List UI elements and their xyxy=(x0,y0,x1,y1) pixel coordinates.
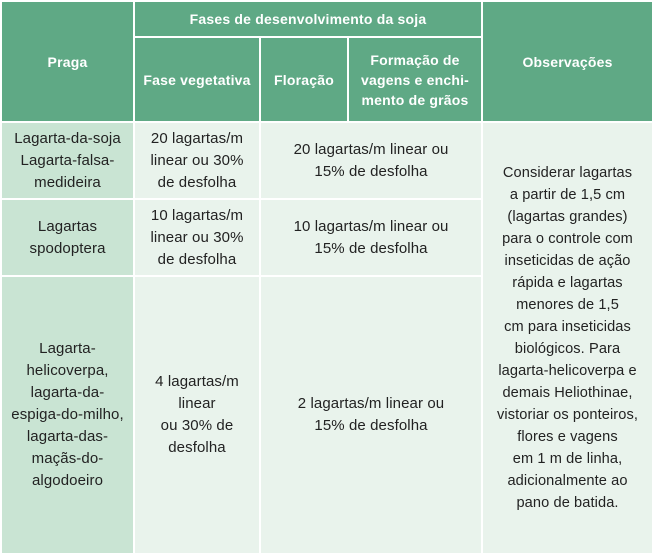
header-formacao-line: Formação de xyxy=(370,51,460,68)
observacoes-line: para o controle com xyxy=(502,231,633,247)
header-formacao xyxy=(348,37,482,122)
observacoes-line: adicionalmente ao xyxy=(507,473,628,489)
observacoes-line: vistoriar os ponteiros, xyxy=(497,407,639,423)
table-row xyxy=(1,122,653,199)
praga-line: maçãs-do- xyxy=(31,450,104,467)
observacoes-line: cm para inseticidas xyxy=(504,319,631,335)
observacoes-line: rápida e lagartas xyxy=(512,275,623,291)
value-line: desfolha xyxy=(168,439,226,456)
praga-line: spodoptera xyxy=(29,239,106,257)
value-line: linear ou 30% xyxy=(150,151,244,169)
floracao-formacao-cell xyxy=(260,199,482,276)
header-formacao-line: vagens e enchi- xyxy=(360,71,470,88)
value-line: linear xyxy=(178,395,216,412)
observacoes-line: demais Heliothinae, xyxy=(502,385,633,401)
observacoes-line: biológicos. Para xyxy=(514,341,621,357)
praga-cell xyxy=(1,122,134,199)
value-line: 4 lagartas/m xyxy=(155,373,239,390)
praga-line: helicoverpa, xyxy=(26,362,109,379)
value-line: linear ou 30% xyxy=(150,228,244,246)
fase-vegetativa-cell xyxy=(134,199,260,276)
value-line: 15% de desfolha xyxy=(314,162,428,180)
value-line: 10 lagartas/m xyxy=(150,206,244,224)
praga-line: Lagarta- xyxy=(39,340,96,357)
praga-cell xyxy=(1,276,134,554)
header-formacao-line: mento de grãos xyxy=(361,91,469,108)
observacoes-line: inseticidas de ação xyxy=(504,253,631,269)
value-line: 20 lagartas/m xyxy=(150,129,244,147)
floracao-formacao-cell xyxy=(260,276,482,554)
value-line: 20 lagartas/m linear ou xyxy=(293,140,449,158)
value-line: de desfolha xyxy=(157,250,237,268)
praga-line: Lagartas xyxy=(37,217,98,235)
value-line: 15% de desfolha xyxy=(314,239,428,257)
praga-cell xyxy=(1,199,134,276)
praga-line: medideira xyxy=(34,173,101,191)
fase-vegetativa-cell xyxy=(134,276,260,554)
fase-vegetativa-cell xyxy=(134,122,260,199)
observacoes-line: Considerar lagartas xyxy=(502,165,633,181)
praga-line: espiga-do-milho, xyxy=(11,406,124,423)
observacoes-line: pano de batida. xyxy=(516,495,619,511)
praga-line: lagarta-das- xyxy=(26,428,109,445)
value-line: 2 lagartas/m linear ou xyxy=(297,395,445,412)
header-fase-vegetativa: Fase vegetativa xyxy=(134,37,260,122)
value-line: 15% de desfolha xyxy=(314,417,428,434)
observacoes-line: (lagartas grandes) xyxy=(507,209,628,225)
header-fases-group: Fases de desenvolvimento da soja xyxy=(134,1,482,37)
observacoes-line: a partir de 1,5 cm xyxy=(509,187,626,203)
observacoes-line: em 1 m de linha, xyxy=(512,451,623,467)
observacoes-line: menores de 1,5 xyxy=(516,297,619,313)
observacoes-cell xyxy=(482,122,653,554)
observacoes-line: lagarta-helicoverpa e xyxy=(498,363,637,379)
header-row-1 xyxy=(1,1,653,37)
value-line: de desfolha xyxy=(157,173,237,191)
praga-line: lagarta-da- xyxy=(30,384,105,401)
observacoes-line: flores e vagens xyxy=(517,429,618,445)
floracao-formacao-cell xyxy=(260,122,482,199)
value-line: 10 lagartas/m linear ou xyxy=(293,217,449,235)
praga-line: Lagarta-da-soja xyxy=(14,129,121,147)
header-floracao: Floração xyxy=(260,37,348,122)
header-observacoes: Observações xyxy=(482,1,653,122)
header-praga: Praga xyxy=(1,1,134,122)
praga-line: Lagarta-falsa- xyxy=(20,151,115,169)
value-line: ou 30% de xyxy=(160,417,234,434)
praga-line: algodoeiro xyxy=(31,472,104,489)
